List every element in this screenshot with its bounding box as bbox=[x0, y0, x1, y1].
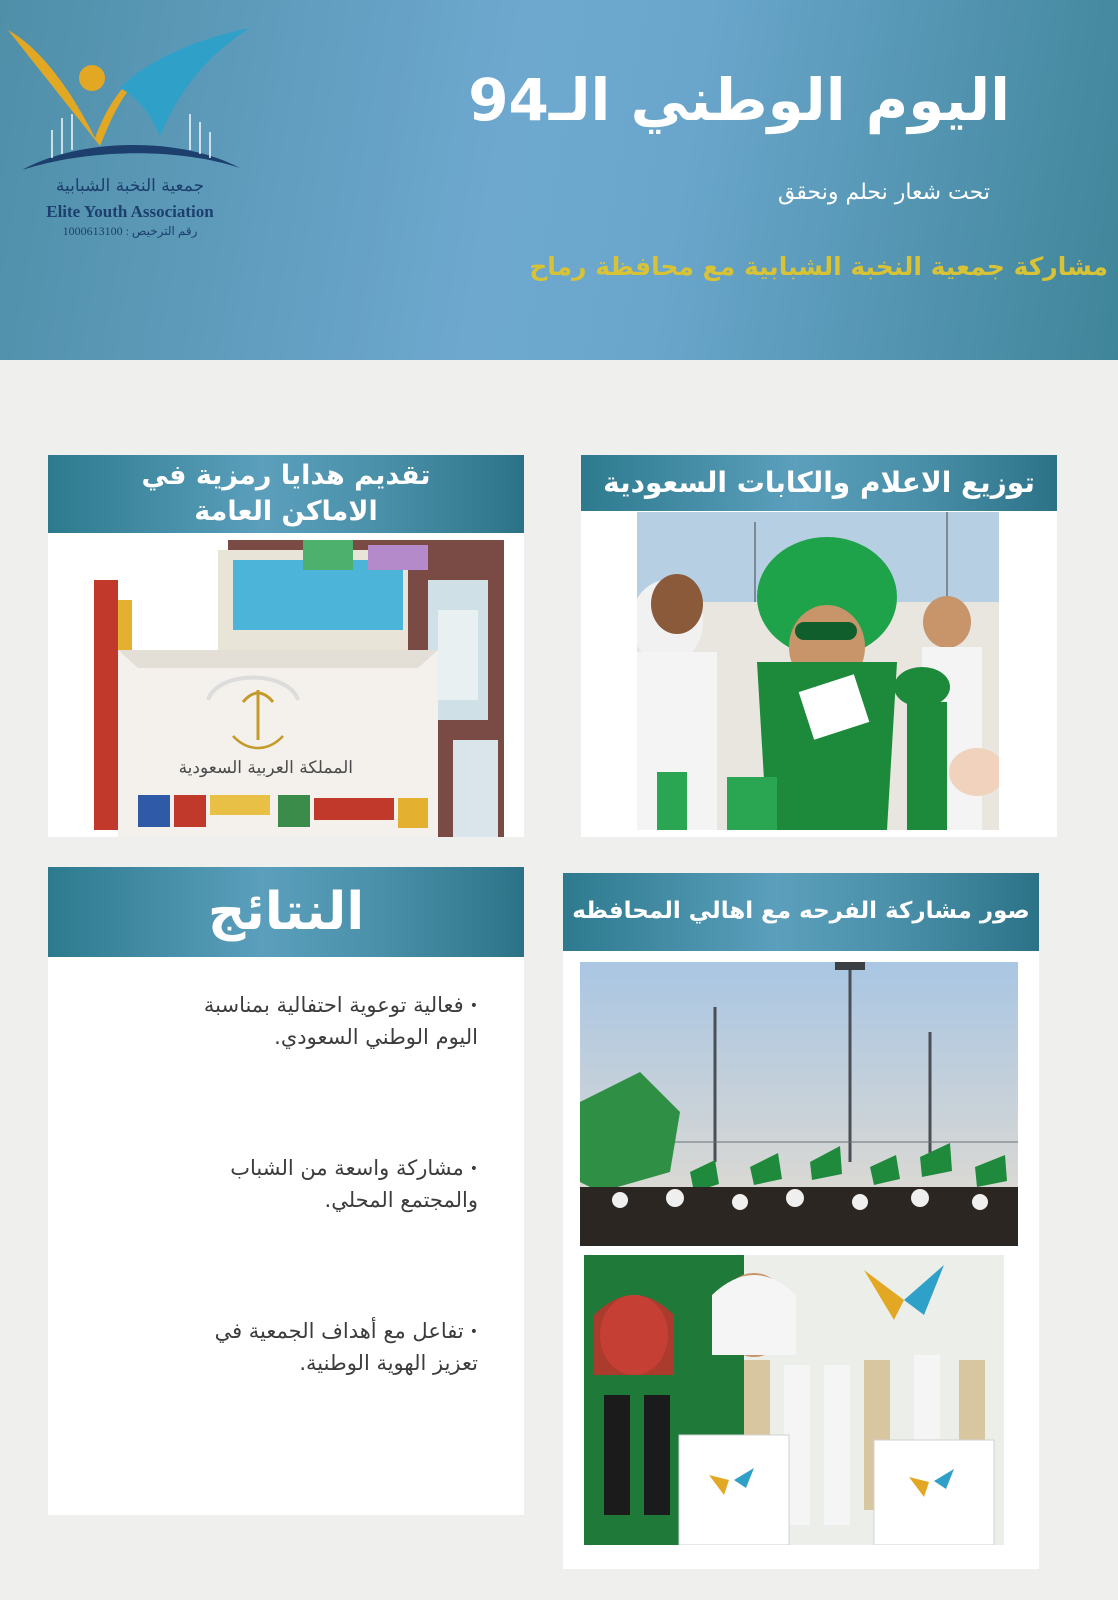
photos-banner bbox=[563, 873, 1039, 951]
result-item bbox=[118, 1153, 478, 1216]
gift-bag-caption: المملكة العربية السعودية bbox=[178, 758, 353, 778]
results-banner bbox=[48, 867, 524, 957]
header-banner bbox=[0, 0, 1118, 360]
result-item bbox=[118, 990, 478, 1053]
result-item bbox=[118, 1316, 478, 1379]
result-line: فعالية توعوية احتفالية بمناسبة bbox=[203, 993, 464, 1017]
bullet-icon: • bbox=[469, 1323, 478, 1340]
team-group-photo bbox=[584, 1255, 1004, 1545]
result-line: تعزيز الهوية الوطنية. bbox=[299, 1350, 478, 1375]
logo-arabic-name: جمعية النخبة الشبابية bbox=[55, 176, 205, 196]
gifts-title-line1: تقديم هدايا رمزية في bbox=[141, 459, 431, 491]
result-line: والمجتمع المحلي. bbox=[324, 1187, 478, 1212]
result-line: اليوم الوطني السعودي. bbox=[274, 1024, 478, 1049]
logo-figures-icon bbox=[0, 18, 260, 178]
crowd-flags-photo bbox=[580, 962, 1018, 1246]
page-title: اليوم الوطني الـ94 bbox=[468, 66, 1010, 134]
bullet-icon: • bbox=[469, 997, 478, 1014]
bullet-icon: • bbox=[469, 1160, 478, 1177]
logo-english-name: Elite Youth Association bbox=[46, 202, 214, 221]
flags-title: توزيع الاعلام والكابات السعودية bbox=[603, 466, 1035, 500]
results-title: النتائج bbox=[207, 881, 365, 942]
photos-title: صور مشاركة الفرحه مع اهالي المحافظه bbox=[572, 898, 1030, 925]
result-line: مشاركة واسعة من الشباب bbox=[230, 1156, 464, 1180]
gifts-title-line2: الاماكن العامة bbox=[194, 496, 378, 527]
result-line: تفاعل مع أهداف الجمعية في bbox=[214, 1319, 464, 1343]
gifts-banner bbox=[48, 455, 524, 533]
flags-distribution-photo bbox=[637, 512, 999, 830]
page-tagline: مشاركة جمعية النخبة الشبابية مع محافظة رماح bbox=[529, 252, 1108, 281]
logo-license-number: رقم الترخيص : 1000613100 bbox=[62, 224, 198, 238]
flags-banner bbox=[581, 455, 1057, 511]
page-subtitle: تحت شعار نحلم ونحقق bbox=[778, 180, 990, 205]
gift-bags-photo bbox=[88, 540, 504, 837]
association-logo bbox=[0, 18, 260, 238]
